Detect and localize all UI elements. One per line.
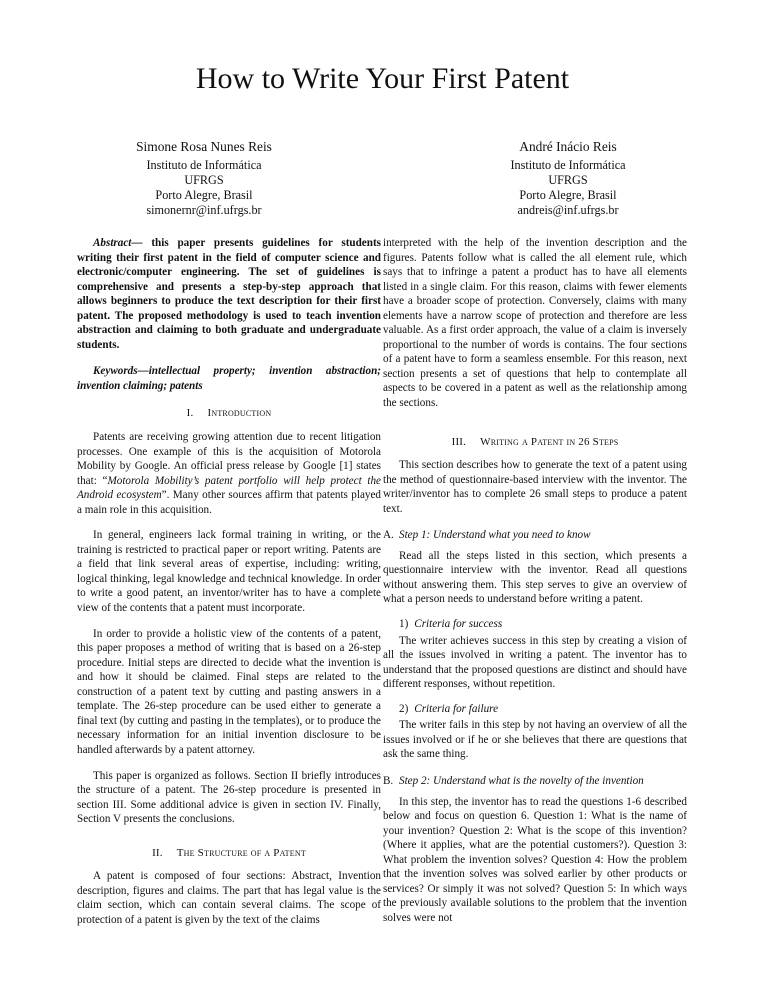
criteria-success-heading [399, 617, 687, 632]
subsubsection-title: Criteria for success [414, 618, 503, 631]
subsubsection-number: 2) [399, 702, 409, 715]
section-heading-steps [383, 435, 687, 450]
section-heading-introduction [77, 406, 381, 421]
abstract-lead: Abstract [93, 237, 132, 249]
section-number: I. [186, 407, 194, 420]
section-title: Introduction [207, 407, 272, 420]
intro-paragraph-1 [77, 430, 381, 517]
intro-text: ”. Many other sources affirm that patents played a main role in this acquisition. [77, 489, 381, 516]
author-name: Simone Rosa Nunes Reis [136, 139, 272, 154]
author-university: UFRGS [548, 173, 588, 187]
author-university: UFRGS [184, 173, 224, 187]
right-column [383, 236, 687, 925]
subsection-title: Step 2: Understand what is the novelty of the invention [399, 774, 644, 787]
abstract [77, 236, 381, 352]
intro-text: Patents are receiving growing attention due to recent litigation processes. One example of this is the acquisition of Motorola Mobility by Google. An official press release by Google [1] states that: “ [77, 431, 381, 487]
intro-paragraph-2: In general, engineers lack formal training in writing, or the training is restricted to practical paper or report writing. Patents are a field that link several areas of expertise, including: writing, logical thinking, legal knowledge and technical knowledge. In order to write a good patent, an inventor/writer has to have a complete view of the contents that a patent must incorporate. [77, 529, 381, 615]
author-city: Porto Alegre, Brasil [519, 188, 617, 202]
subsection-letter: B. [383, 774, 394, 787]
intro-paragraph-4: This paper is organized as follows. Section II briefly introduces the structure of a patent. The 26-step procedure is presented in section III. Some additional advice is given in section IV. Finally, Section V presents the conclusions. [77, 769, 381, 826]
subsection-b-heading [383, 774, 687, 789]
paper-title: How to Write Your First Patent [195, 62, 570, 95]
author-block-1 [79, 139, 329, 218]
author-block-2 [443, 139, 693, 218]
subsection-a-text: Read all the steps listed in this section, which presents a questionnaire interview with the inventor. Read all questions without answering them. This step serves to give an overview of what a person needs to understand before writing a patent. [383, 549, 687, 606]
structure-paragraph: A patent is composed of four sections: Abstract, Invention description, figures and claims. The part that has legal value is the claim section, which can contain several claims. The scope of protection of a patent is given by the text of the claims [77, 870, 381, 926]
subsection-letter: A. [383, 529, 394, 542]
subsection-title: Step 1: Understand what you need to know [399, 529, 591, 542]
structure-paragraph-continued: interpreted with the help of the invention description and the figures. Patents follow what is called the all element rule, which says that to infringe a patent a product has to have all elements listed in a single claim. For this reason, claims with fewer elements have a broader scope of protection. Conversely, claims with many elements have a narrow scope of protection and therefore are less valuable. As a first order approach, the value of a claim is inversely proportional to the number of words is contains. The four sections of a patent have to form a seamless ensemble. For this reason, next section presents a set of questions that help to contemplate all aspects to be covered in a patent as well as the relationship among the sections. [383, 237, 687, 410]
subsection-b-text: In this step, the inventor has to read the questions 1-6 described below and focus on question 6. Question 1: What is the name of your invention? Question 2: What is the scope of this invention? (Where it applies, what are the potential customers?). Question 3: What problem the invention solves? Question 4: How the problem that the invention solves was solved earlier by other products or services? Or simply it was not solved? Question 5: In which ways the previously available solutions to the problem that the invention solves were not [383, 795, 687, 924]
quote-text: Motorola Mobility’s patent portfolio will help protect the Android ecosystem [77, 474, 381, 502]
section-heading-structure [77, 846, 381, 861]
abstract-dash: — [131, 237, 152, 249]
subsubsection-title: Criteria for failure [414, 702, 499, 715]
abstract-text: this paper presents guidelines for students writing their first patent in the field of computer science and electronic/computer engineering. The set of guidelines is comprehensive and presents a step-by-step approach that allows beginners to produce the text description for their first patent. The proposed methodology is used to teach invention abstraction and claiming to both graduate and undergraduate students. [77, 237, 381, 351]
keywords: Keywords—intellectual property; invention abstraction; invention claiming; patents [77, 365, 381, 392]
author-email: simonernr@inf.ufrgs.br [146, 203, 262, 217]
steps-intro: This section describes how to generate the text of a patent using the method of questionnaire-based interview with the inventor. The writer/inventor has to complete 26 small steps to produce a patent text. [383, 459, 687, 515]
criteria-failure-heading [399, 702, 687, 717]
section-title: The Structure of a Patent [176, 846, 306, 859]
section-number: II. [152, 846, 163, 859]
author-institute: Instituto de Informática [510, 158, 626, 172]
author-name: André Inácio Reis [519, 139, 617, 154]
left-column [77, 236, 381, 927]
criteria-success-text: The writer achieves success in this step by creating a vision of all the issues involved in writing a patent. The inventor has to understand that the proposed questions are distinct and should have different responses, without repetition. [383, 634, 687, 691]
author-city: Porto Alegre, Brasil [155, 188, 253, 202]
intro-paragraph-3: In order to provide a holistic view of the contents of a patent, this paper proposes a method of writing that is based on a 26-step procedure. Initial steps are directed to decide what the invention is and how it should be claimed. Final steps are related to the construction of a patent text by cutting and pasting answers in a template. The 26-step procedure can be used either to generate a final text (by cutting and pasting in the templates), or to produce the necessary information for an initial invention disclosure to be handled afterwards by a patent attorney. [77, 627, 381, 756]
criteria-failure-text: The writer fails in this step by not having an overview of all the issues involved or if he or she believes that there are questions that ask the same thing. [383, 719, 687, 761]
section-title: Writing a Patent in 26 Steps [480, 435, 619, 448]
section-number: III. [451, 435, 467, 448]
author-institute: Instituto de Informática [146, 158, 262, 172]
subsection-a-heading [383, 528, 687, 543]
author-email: andreis@inf.ufrgs.br [517, 203, 619, 217]
subsubsection-number: 1) [399, 618, 409, 631]
